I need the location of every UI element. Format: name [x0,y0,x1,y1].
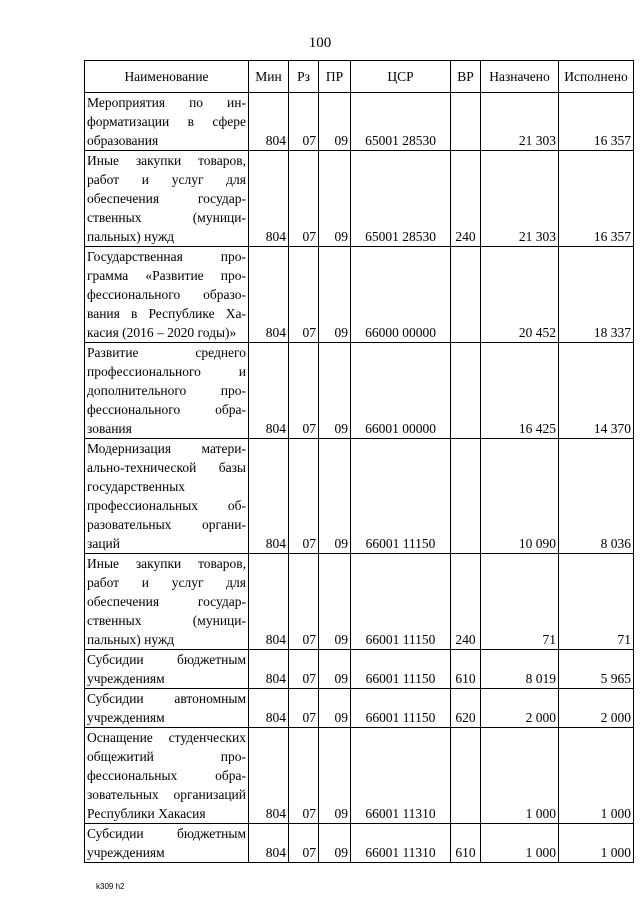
row-csr: 65001 28530 [351,151,451,247]
row-executed: 5 965 [559,650,634,689]
row-min: 804 [249,728,289,824]
row-pr: 09 [319,728,351,824]
row-name: Иные закупки товаров, работ и услуг для обеспечения государственных (муниципальных) нужд [85,151,249,247]
row-name: Государственная программа «Развитие профессионального образования в Республике Хакасия (2016 – 2020 годы)» [85,247,249,343]
row-min: 804 [249,247,289,343]
row-vr: 240 [451,554,481,650]
table-header-row [85,61,634,93]
header-executed: Исполнено [559,61,634,93]
table-row [85,151,634,247]
row-rz: 07 [289,728,319,824]
row-name: Иные закупки товаров, работ и услуг для обеспечения государственных (муниципальных) нужд [85,554,249,650]
header-assigned: Назначено [481,61,559,93]
table-row [85,554,634,650]
row-csr: 66001 00000 [351,343,451,439]
row-executed: 16 357 [559,151,634,247]
header-name: Наименование [85,61,249,93]
footer-code: k309 h2 [96,882,125,891]
row-assigned: 16 425 [481,343,559,439]
row-assigned: 2 000 [481,689,559,728]
page-number: 100 [308,35,332,51]
row-assigned: 21 303 [481,93,559,151]
row-pr: 09 [319,247,351,343]
row-vr [451,728,481,824]
row-name: Субсидии бюджетным учреждениям [85,824,249,863]
row-rz: 07 [289,824,319,863]
table-row [85,824,634,863]
table-row [85,650,634,689]
header-vr: ВР [451,61,481,93]
row-rz: 07 [289,650,319,689]
row-min: 804 [249,554,289,650]
row-executed: 1 000 [559,728,634,824]
table-row [85,689,634,728]
row-csr: 66001 11150 [351,689,451,728]
row-csr: 66001 11150 [351,439,451,554]
table-row [85,343,634,439]
header-csr: ЦСР [351,61,451,93]
row-pr: 09 [319,439,351,554]
row-min: 804 [249,824,289,863]
row-assigned: 20 452 [481,247,559,343]
row-assigned: 71 [481,554,559,650]
row-csr: 65001 28530 [351,93,451,151]
row-rz: 07 [289,554,319,650]
row-assigned: 21 303 [481,151,559,247]
row-assigned: 1 000 [481,824,559,863]
row-executed: 16 357 [559,93,634,151]
row-vr: 610 [451,824,481,863]
table-row [85,247,634,343]
row-vr: 610 [451,650,481,689]
row-executed: 2 000 [559,689,634,728]
row-min: 804 [249,93,289,151]
row-name: Развитие среднего профессионального и дополнительного профессионального образования [85,343,249,439]
header-min: Мин [249,61,289,93]
row-vr [451,343,481,439]
row-name: Модернизация материально-технической базы государственных профессиональных образовательных организаций [85,439,249,554]
row-pr: 09 [319,151,351,247]
row-csr: 66001 11150 [351,554,451,650]
row-assigned: 1 000 [481,728,559,824]
row-min: 804 [249,689,289,728]
table-row [85,728,634,824]
row-min: 804 [249,151,289,247]
row-pr: 09 [319,824,351,863]
row-rz: 07 [289,247,319,343]
header-rz: Рз [289,61,319,93]
row-rz: 07 [289,689,319,728]
row-pr: 09 [319,689,351,728]
row-executed: 1 000 [559,824,634,863]
budget-table [84,60,634,863]
row-rz: 07 [289,439,319,554]
row-name: Субсидии автономным учреждениям [85,689,249,728]
row-pr: 09 [319,93,351,151]
row-vr [451,247,481,343]
table-row [85,93,634,151]
header-pr: ПР [319,61,351,93]
row-min: 804 [249,343,289,439]
row-rz: 07 [289,151,319,247]
row-executed: 71 [559,554,634,650]
row-assigned: 8 019 [481,650,559,689]
row-min: 804 [249,439,289,554]
row-assigned: 10 090 [481,439,559,554]
row-rz: 07 [289,343,319,439]
row-name: Субсидии бюджетным учреждениям [85,650,249,689]
row-csr: 66001 11150 [351,650,451,689]
row-vr: 240 [451,151,481,247]
row-min: 804 [249,650,289,689]
row-executed: 18 337 [559,247,634,343]
row-name: Мероприятия по информатизации в сфере образования [85,93,249,151]
row-pr: 09 [319,343,351,439]
row-csr: 66001 11310 [351,728,451,824]
row-vr: 620 [451,689,481,728]
row-pr: 09 [319,650,351,689]
table-row [85,439,634,554]
row-vr [451,439,481,554]
row-pr: 09 [319,554,351,650]
row-csr: 66001 11310 [351,824,451,863]
row-executed: 14 370 [559,343,634,439]
row-csr: 66000 00000 [351,247,451,343]
row-name: Оснащение студенческих общежитий профессиональных образовательных организаций Республики Хакасия [85,728,249,824]
row-rz: 07 [289,93,319,151]
row-vr [451,93,481,151]
row-executed: 8 036 [559,439,634,554]
